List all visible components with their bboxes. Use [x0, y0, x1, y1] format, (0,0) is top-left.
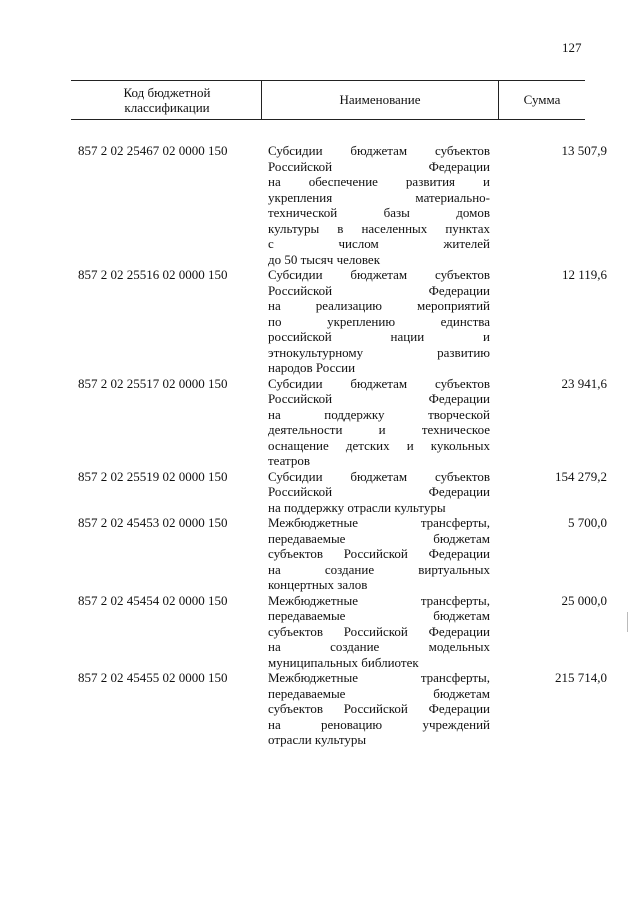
row-name-line: Российской Федерации [268, 391, 490, 406]
row-name-line: отрасли культуры [268, 732, 367, 747]
row-name-line: этнокультурному развитию [268, 344, 490, 360]
row-name-line: с числом жителей [268, 236, 490, 251]
row-name-line: концертных залов [268, 577, 368, 592]
row-name-line: на поддержку отрасли культуры [268, 499, 446, 515]
row-sum: 5 700,0 [568, 515, 607, 530]
row-name-line: на обеспечение развития и [268, 174, 490, 189]
row-sum: 154 279,2 [555, 468, 607, 484]
row-name-line: оснащение детских и кукольных [268, 437, 490, 453]
row-name-line: передаваемые бюджетам [268, 608, 490, 623]
row-name-line: театров [268, 453, 311, 468]
row-name-line: Межбюджетные трансферты, [268, 515, 490, 530]
row-sum: 25 000,0 [561, 592, 607, 608]
row-name-line: субъектов Российской Федерации [268, 701, 490, 716]
table-row [0, 593, 639, 671]
row-code: 857 2 02 45453 02 0000 150 [78, 515, 228, 530]
row-name-line: культуры в населенных пунктах [268, 220, 490, 236]
table-body [0, 143, 639, 748]
row-name [268, 267, 490, 376]
header-sum: Сумма [523, 92, 561, 107]
row-name-line: на поддержку творческой [268, 406, 490, 422]
row-code: 857 2 02 25519 02 0000 150 [78, 468, 228, 484]
row-name-line: технической базы домов [268, 205, 490, 220]
row-name-line: Субсидии бюджетам субъектов [268, 375, 490, 391]
row-name-line: по укреплению единства [268, 313, 490, 329]
row-sum: 12 119,6 [561, 267, 607, 282]
row-name-line: деятельности и техническое [268, 422, 490, 437]
row-code: 857 2 02 45454 02 0000 150 [78, 592, 228, 608]
row-sum: 23 941,6 [561, 375, 607, 391]
row-name-line: Субсидии бюджетам субъектов [268, 267, 490, 282]
row-name-line: до 50 тысяч человек [268, 251, 381, 267]
row-name-line: Субсидии бюджетам субъектов [268, 468, 490, 484]
page-number: 127 [562, 40, 582, 55]
row-name [268, 515, 490, 593]
row-sum: 215 714,0 [555, 670, 607, 685]
row-name-line: на реновацию учреждений [268, 716, 490, 732]
row-name-line: на реализацию мероприятий [268, 298, 490, 313]
row-code: 857 2 02 25516 02 0000 150 [78, 267, 228, 282]
row-name-line: Российской Федерации [268, 282, 490, 298]
row-name-line: Субсидии бюджетам субъектов [268, 143, 490, 158]
row-name-line: Межбюджетные трансферты, [268, 670, 490, 685]
scan-edge-mark [627, 612, 628, 632]
row-name-line: российской нации и [268, 329, 490, 344]
row-name-line: Российской Федерации [268, 484, 490, 499]
row-name [268, 593, 490, 671]
table-row [0, 267, 639, 376]
row-name-line: передаваемые бюджетам [268, 530, 490, 546]
row-name [268, 143, 490, 267]
table-row [0, 469, 639, 516]
row-name-line: Межбюджетные трансферты, [268, 592, 490, 608]
row-name [268, 376, 490, 469]
row-name-line: субъектов Российской Федерации [268, 623, 490, 639]
row-code: 857 2 02 25517 02 0000 150 [78, 375, 228, 391]
table-row [0, 376, 639, 469]
header-top-rule [71, 80, 585, 81]
header-bottom-rule [71, 119, 585, 120]
row-name-line: на создание виртуальных [268, 561, 490, 577]
row-name-line: муниципальных библиотек [268, 654, 419, 670]
row-name-line: субъектов Российской Федерации [268, 546, 490, 561]
row-name-line: народов России [268, 360, 356, 375]
row-code: 857 2 02 25467 02 0000 150 [78, 143, 228, 158]
row-name-line: на создание модельных [268, 639, 490, 654]
row-code: 857 2 02 45455 02 0000 150 [78, 670, 228, 685]
row-sum: 13 507,9 [561, 143, 607, 158]
header-name: Наименование [339, 92, 421, 107]
row-name-line: укрепления материально- [268, 189, 490, 205]
table-row [0, 143, 639, 267]
table-row [0, 670, 639, 748]
row-name-line: Российской Федерации [268, 158, 490, 174]
row-name-line: передаваемые бюджетам [268, 685, 490, 701]
table-row [0, 515, 639, 593]
header-code: Код бюджетной классификации [123, 85, 211, 115]
row-name [268, 670, 490, 748]
row-name [268, 469, 490, 516]
